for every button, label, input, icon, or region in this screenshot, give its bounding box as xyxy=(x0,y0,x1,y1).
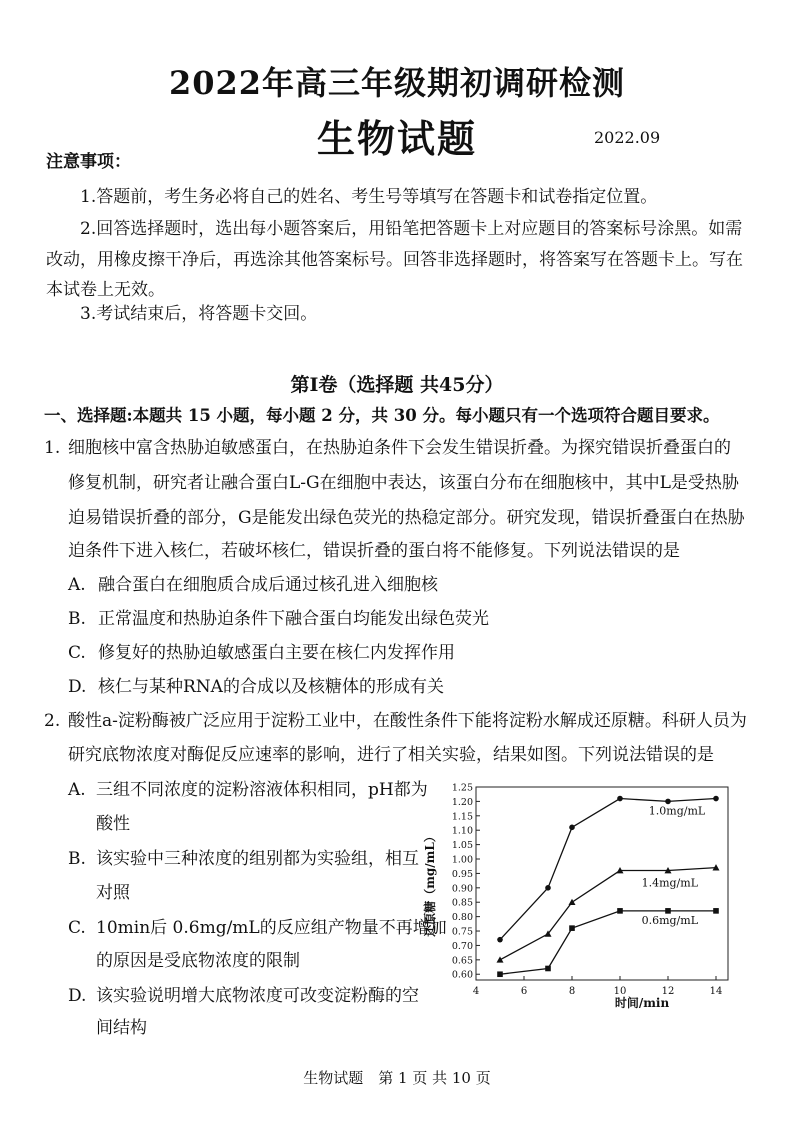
q1-option-d: 核仁与某种RNA的合成以及核糖体的形成有关 xyxy=(98,677,444,697)
x-tick-label: 8 xyxy=(568,986,576,997)
y-tick-label: 0.95 xyxy=(451,868,473,880)
q1-stem-line-4: 迫条件下进入核仁，若破坏核仁，错误折叠的蛋白将不能修复。下列说法错误的是 xyxy=(68,541,680,561)
data-point xyxy=(569,925,575,931)
data-point xyxy=(665,799,671,805)
x-tick-label: 12 xyxy=(661,986,675,997)
q2-option-b-line-2: 对照 xyxy=(96,883,130,903)
q1-option-a-label: A. xyxy=(68,575,86,595)
subject-title: 生物试题 xyxy=(316,116,477,161)
y-tick-label: 0.85 xyxy=(451,897,473,909)
q2-option-d-label: D. xyxy=(68,986,87,1006)
q1-number: 1. xyxy=(44,438,61,458)
x-tick-label: 10 xyxy=(613,986,627,997)
q2-stem-line-2: 研究底物浓度对酶促反应速率的影响，进行了相关实验，结果如图。下列说法错误的是 xyxy=(68,745,714,765)
q1-option-d-label: D. xyxy=(68,677,87,697)
x-tick-label: 4 xyxy=(472,986,480,997)
series-label: 1.4mg/mL xyxy=(641,876,699,890)
q2-option-a-line-1: 三组不同浓度的淀粉溶液体积相同，pH都为 xyxy=(96,780,428,800)
q2-option-b-line-1: 该实验中三种浓度的组别都为实验组，相互 xyxy=(96,849,419,869)
q1-stem-line-3: 迫易错误折叠的部分，G是能发出绿色荧光的热稳定部分。研究发现，错误折叠蛋白在热胁 xyxy=(68,508,745,528)
section-title: 第Ⅰ卷（选择题 共45分） xyxy=(290,374,504,396)
notice-item-2-line-2: 改动，用橡皮擦干净后，再选涂其他答案标号。回答非选择题时，将答案写在答题卡上。写在 xyxy=(46,250,743,270)
data-point xyxy=(545,885,551,891)
data-point xyxy=(545,966,551,972)
q2-option-c-label: C. xyxy=(68,918,86,938)
data-point xyxy=(497,937,503,943)
q2-option-d-line-2: 间结构 xyxy=(96,1018,147,1038)
q1-stem-line-1: 细胞核中富含热胁迫敏感蛋白，在热胁迫条件下会发生错误折叠。为探究错误折叠蛋白的 xyxy=(68,438,731,458)
data-point xyxy=(617,796,623,802)
q1-stem-line-2: 修复机制，研究者让融合蛋白L-G在细胞中表达，该蛋白分布在细胞核中，其中L是受热胁 xyxy=(68,473,739,493)
data-point xyxy=(497,956,504,962)
data-point xyxy=(497,971,503,977)
data-point xyxy=(713,796,719,802)
y-tick-label: 0.65 xyxy=(451,955,473,967)
y-tick-label: 1.05 xyxy=(451,840,473,852)
q2-option-b-label: B. xyxy=(68,849,86,869)
reducing-sugar-chart xyxy=(420,775,740,1015)
notice-item-2-line-3: 本试卷上无效。 xyxy=(46,280,165,300)
y-axis-label: 还原糖（mg/mL） xyxy=(423,830,437,937)
notice-item-1: 1.答题前，考生务必将自己的姓名、考生号等填写在答题卡和试卷指定位置。 xyxy=(80,187,658,207)
data-point xyxy=(617,908,623,914)
q1-option-c-label: C. xyxy=(68,643,86,663)
y-tick-label: 1.20 xyxy=(451,796,473,808)
y-tick-label: 1.00 xyxy=(451,854,473,866)
x-tick-label: 14 xyxy=(709,986,723,997)
series-label: 0.6mg/mL xyxy=(641,913,699,927)
y-tick-label: 0.60 xyxy=(451,969,473,981)
q1-option-b: 正常温度和热胁迫条件下融合蛋白均能发出绿色荧光 xyxy=(98,609,489,629)
page-footer: 生物试题 第 1 页 共 10 页 xyxy=(303,1069,491,1087)
y-tick-label: 1.15 xyxy=(451,811,473,823)
exam-title: 2022年高三年级期初调研检测 xyxy=(168,64,626,102)
q2-option-d-line-1: 该实验说明增大底物浓度可改变淀粉酶的空 xyxy=(96,986,419,1006)
notice-item-2-line-1: 2.回答选择题时，选出每小题答案后，用铅笔把答题卡上对应题目的答案标号涂黑。如需 xyxy=(80,219,743,239)
q2-option-a-label: A. xyxy=(68,780,86,800)
y-tick-label: 0.70 xyxy=(451,940,473,952)
q2-number: 2. xyxy=(44,711,61,731)
y-tick-label: 0.75 xyxy=(451,926,473,938)
q2-option-c-line-2: 的原因是受底物浓度的限制 xyxy=(96,951,300,971)
q1-option-c: 修复好的热胁迫敏感蛋白主要在核仁内发挥作用 xyxy=(98,643,455,663)
section-instruction: 一、选择题:本题共 15 小题，每小题 2 分，共 30 分。每小题只有一个选项符合题目要求。 xyxy=(44,406,720,425)
q2-option-a-line-2: 酸性 xyxy=(96,814,130,834)
data-point xyxy=(569,825,575,831)
data-point xyxy=(569,899,576,905)
x-tick-label: 6 xyxy=(520,986,528,997)
q1-option-b-label: B. xyxy=(68,609,86,629)
data-point xyxy=(665,908,671,914)
q2-stem-line-1: 酸性a-淀粉酶被广泛应用于淀粉工业中，在酸性条件下能将淀粉水解成还原糖。科研人员为 xyxy=(68,711,747,731)
notice-heading: 注意事项： xyxy=(46,152,131,172)
notice-item-3: 3.考试结束后，将答题卡交回。 xyxy=(80,304,318,324)
series-label: 1.0mg/mL xyxy=(648,804,706,818)
y-tick-label: 1.25 xyxy=(451,782,473,794)
q2-option-c-line-1: 10min后 0.6mg/mL的反应组产物量不再增加 xyxy=(96,918,447,938)
data-point xyxy=(713,908,719,914)
x-axis-label: 时间/min xyxy=(614,996,670,1010)
y-tick-label: 0.80 xyxy=(451,912,473,924)
y-tick-label: 1.10 xyxy=(451,825,473,837)
y-tick-label: 0.90 xyxy=(451,883,473,895)
exam-date: 2022.09 xyxy=(594,128,661,147)
q1-option-a: 融合蛋白在细胞质合成后通过核孔进入细胞核 xyxy=(98,575,438,595)
